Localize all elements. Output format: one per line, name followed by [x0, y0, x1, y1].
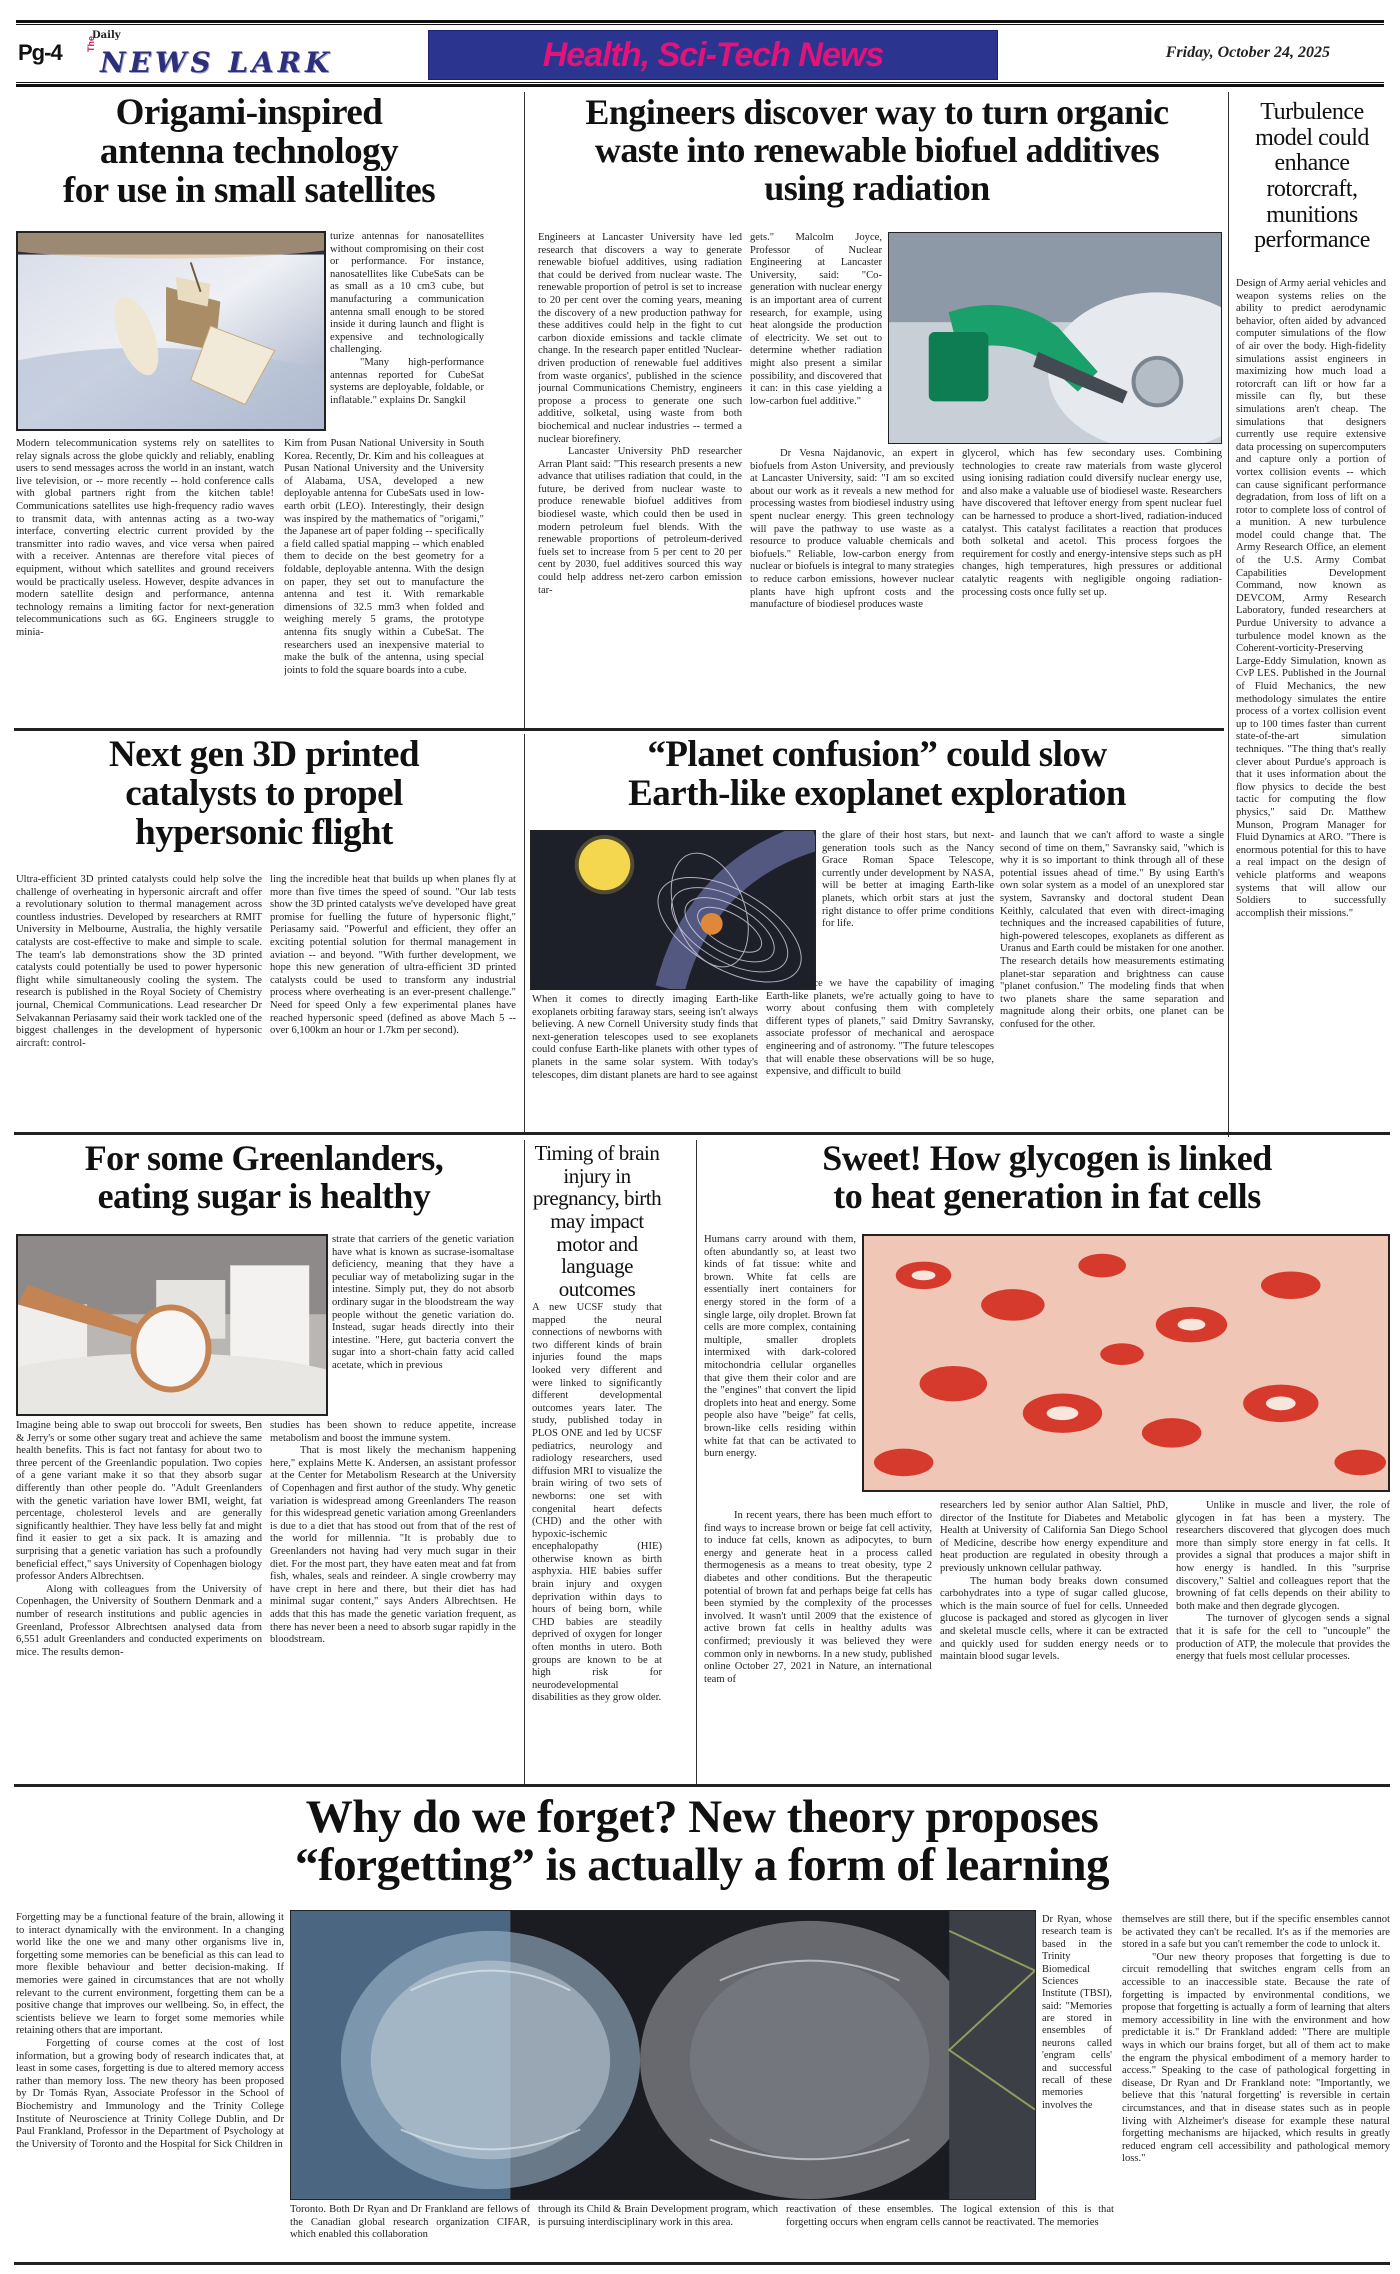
article-body-col: Imagine being able to swap out broccoli for sweets, Ben & Jerry's or some other sugary treat and achieve the same health benefits. This is fact not fantasy for about two to three percent of the Greenlandic population. Two copies of a gene variant make it so that they absorb sugar differently than other people do. "Adult Greenlanders with the genetic variation have lower BMI, weight, fat percentage, cholesterol levels and are generally significantly healthier. They have less belly fat and might find it easier to get a six pack. It is amazing and surprising that a genetic variation has such a profoundly beneficial effect," says University of Copenhagen biology professor Anders Albrechtsen. Along with colleagues from the University of Copenhagen, the University of Southern Denmark and a number of research institutions and public agencies in Greenland, Professor Albrechtsen analysed data from 6,551 adult Greenlanders and conducted experiments on mice. The results demon-: [16, 1420, 262, 1658]
article-body-col: When it comes to directly imaging Earth-like exoplanets orbiting faraway stars, seeing isn't always believing. A new Cornell University study finds that next-generation telescopes used to see exoplanets could confuse Earth-like planets with other types of planets in the same solar system. With today's telescopes, dim distant planets are hard to see against: [532, 994, 758, 1081]
article-body-col: glycerol, which has few secondary uses. Combining technologies to create raw materials from waste glycerol using ionising radiation could diversify nuclear energy use, and also make a valuable use of biodiesel waste. Researchers have discovered that leftover energy from spent nuclear fuel can be harnessed to produce a short-lived, radiation-induced catalyst. This catalyst facilitates a reaction that produces both solketal and acetol. This process forgoes the requirement for costly and energy-intensive steps such as pH changes, high temperatures, high pressures or additional catalytic reagents with negligible ongoing radiation-processing costs once fully set up.: [962, 448, 1222, 598]
fat-cells-microscopy: [862, 1234, 1390, 1492]
article-body-col: through its Child & Brain Development program, which is pursuing interdisciplinary work in this area.: [538, 2204, 778, 2228]
column-divider: [524, 92, 525, 730]
article-body-col: the glare of their host stars, but next-generation tools such as the Nancy Grace Roman Space Telescope, currently under development by NASA, will be better at imaging Earth-like planets, which orbit stars at just the right distance to offer prime conditions for life.: [822, 830, 994, 930]
article-body-col: studies has been shown to reduce appetite, increase metabolism and boost the immune system. That is most likely the mechanism happening here," explains Mette K. Andersen, an assistant professor at the Center for Metabolism Research at the University of Copenhagen and first author of the study. Why genetic variation is widespread among Greenlanders The reason for this widespread genetic variation among Greenlanders is due to a diet that has stood out from that of the rest of the world for millennia. "It is probably due to Greenlanders not having had very much sugar in their diet. For the most part, they have eaten meat and fat from fish, whales, seals and reindeer. A single crowberry may have crept in here and there, but their diet has had minimal sugar content," says Anders Albrechtsen. He adds that this has made the genetic variation frequent, as there has never been a need to absorb sugar rapidly in the bloodstream.: [270, 1420, 516, 1646]
article-body-col: and launch that we can't afford to waste a single second of time on them," Savransky said, "which is why it is so important to think through all of these potential issues ahead of time." By using Earth's own solar system as a model of an unexplored star system, Savransky and doctoral student Dean Keithly, calculated that even with direct-imaging techniques and the increased capabilities of future, high-powered telescopes, exoplanets as different as Uranus and Earth could be mistaken for one another. The research details how measurements estimating planet-star separation and brightness can cause "planet confusion." The modeling finds that when two planets share the same separation and magnitude along their orbits, one planet can be confused for the other.: [1000, 830, 1224, 1030]
headline: Turbulence model could enhance rotorcraft, munitions performance: [1254, 99, 1370, 254]
column-divider: [696, 1140, 697, 1786]
article-body-col: Design of Army aerial vehicles and weapon systems relies on the ability to predict aerodynamic behavior, often aided by advanced computer simulations of the flow of air over the body. High-fidelity simulations assist engineers in maximizing how much load a rotorcraft can lift or how far a missile can fly, but these simulations aren't cheap. The simulations that designers currently use require extensive data processing on supercomputers and capture only a portion of vortex collision events -- which can cause significant performance degradation, from loss of lift on a rotor to complete loss of control of a munition. A new turbulence model could change that. The Army Research Office, an element of the U.S. Army Combat Capabilities Development Command, now known as DEVCOM, Army Research Laboratory, funded researchers at Purdue University to advance a turbulence model known as the Coherent-vorticity-Preserving Large-Eddy Simulation, known as CvP LES. Published in the Journal of Fluid Mechanics, the new methodology simulates the entire process of a vortex collision event up to 100 times faster than current state-of-the-art simulation techniques. "The thing that's really clever about Purdue's approach is that it uses information about the flow physics to decide the best tactic for computing the flow physics," said Dr. Matthew Munson, Program Manager for Fluid Dynamics at ARO. "There is enormous potential for this to have a real impact on the design of vehicle platforms and weapons systems that will allow our Soldiers to successfully accomplish their missions.": [1236, 278, 1386, 919]
article-body-col: gets." Malcolm Joyce, Professor of Nuclear Engineering at Lancaster University, said: "Co-generation with nuclear energy is an important area of current research, for example, using heat alongside the production of electricity. We set out to determine whether radiation might also present a similar possibility, and discovered that it can: in this case yielding a low-carbon fuel additive.": [750, 232, 882, 407]
sugar-cubes-photo: [16, 1234, 328, 1416]
article-body-col: Humans carry around with them, often abundantly so, at least two kinds of fat tissue: white and brown. White fat cells are essentially inert containers for energy stored in the form of a single large, oily droplet. Brown fat cells are more complex, containing multiple, smaller droplets intermixed with dark-colored mitochondria cellular organelles that give them their color and are the "engines" that convert the lipid droplets into heat and energy. Some people also have "beige" fat cells, brown-like cells residing within white fat that can be activated to burn energy.: [704, 1234, 856, 1460]
article-body-col: "Once we have the capability of imaging Earth-like planets, we're actually going to have to worry about confusing them with completely different types of planets," said Dmitry Savransky, associate professor of mechanical and aerospace engineering and of astronomy. "The future telescopes that will enable these observations will be so huge, expensive, and difficult to build: [766, 978, 994, 1078]
fuel-nozzle-photo: [888, 232, 1222, 444]
page-bottom-rule: [14, 2262, 1390, 2266]
article-body-col: A new UCSF study that mapped the neural connections of newborns with two different kinds of brain injuries found the maps looked very different and were linked to significantly different developmental outcomes years later. The study, published today in PLOS ONE and led by UCSF pediatrics, neurology and radiology researchers, used diffusion MRI to visualize the brain wiring of two sets of newborns: one set with congenital heart defects (CHD) and the other with hypoxic-ischemic encephalopathy (HIE) otherwise known as birth asphyxia. HIE babies suffer brain injury and oxygen deprivation within days to hours of being born, while CHD babies are steadily deprived of oxygen for longer often months in utero. Both groups are known to be at high risk for neurodevelopmental disabilities as they grow older.: [532, 1302, 662, 1704]
article-glycogen-fat-cells: [702, 1138, 1392, 1786]
article-turbulence: [1234, 100, 1390, 1140]
masthead: [0, 0, 1400, 88]
logo-name: NEWS LARK: [100, 46, 334, 79]
article-body-col: themselves are still there, but if the specific ensembles cannot be activated they can't be recalled. It's as if the memories are stored in a safe but you can't remember the code to unlock it. "Our new theory proposes that forgetting is due to circuit remodelling that switches engram cells from an accessible to an inaccessible state. Because the rate of forgetting is impacted by environmental conditions, we propose that forgetting is actually a form of learning that alters memory accessibility in line with the environment and how predictable it is." Dr Frankland added: "There are multiple ways in which our brains forget, but all of them act to make the engram the physical embodiment of a memory harder to access." Speaking to the case of pathological forgetting in disease, Dr Ryan and Dr Frankland note: "Importantly, we believe that this 'natural forgetting' is reversible in certain circumstances, and that in disease states such as in people living with Alzheimer's disease for example these natural forgetting mechanisms are hijacked, which results in greatly reduced engram cell accessibility and pathological memory loss.": [1122, 1914, 1390, 2165]
article-body-col: Toronto. Both Dr Ryan and Dr Frankland are fellows of the Canadian global research organization CIFAR, which enabled this collaboration: [290, 2204, 530, 2241]
article-3d-catalysts: [14, 734, 514, 1134]
issue-date: Friday, October 24, 2025: [1165, 44, 1330, 61]
headline: Sweet! How glycogen is linked to heat generation in fat cells: [822, 1138, 1272, 1216]
article-body-col: Dr Vesna Najdanovic, an expert in biofuels from Aston University, and previously at Lancaster University, said: "I am so excited about our work as it reveals a new method for processing wastes from biodiesel industry using spent nuclear energy. This green technology will pave the pathway to use waste as a resource to produce valuable chemicals and biofuels." Reliable, low-carbon energy from nuclear or biofuels is integral to many strategies to reduce carbon emissions, however nuclear plants have high upfront costs and the manufacture of biodiesel produces waste: [750, 448, 954, 611]
exoplanet-illustration: [530, 830, 816, 990]
headline: Next gen 3D printed catalysts to propel hypersonic flight: [108, 734, 420, 853]
logo-daily: Daily: [92, 30, 121, 41]
article-body-col: Forgetting may be a functional feature of the brain, allowing it to interact dynamically with the environment. In a changing world like the one we and many other organisms live in, forgetting some memories can be beneficial as this can lead to more flexible behaviour and better decision-making. If memories were gained in circumstances that are not wholly relevant to the current environment, forgetting them can be a positive change that improves our wellbeing. So, in effect, the scientists believe we learn to forget some memories while retaining others that are important. Forgetting of course comes at the cost of lost information, but a growing body of research indicates that, at least in some cases, forgetting is due to altered memory access rather than memory loss. The new theory has been proposed by Dr Tomás Ryan, Associate Professor in the School of Biochemistry and Immunology and the Trinity College Institute of Neuroscience at Trinity College Dublin, and Dr Paul Frankland, Professor in the Department of Psychology at the University of Toronto and the Hospital for Sick Children in: [16, 1912, 284, 2150]
column-divider: [1228, 92, 1229, 1137]
brain-mri-scan: [290, 1910, 1036, 2200]
article-origami-antenna: [14, 92, 484, 732]
masthead-bottom-rule: [16, 82, 1384, 87]
article-planet-confusion: [530, 734, 1224, 1134]
article-body-col: turize antennas for nanosatellites without compromising on their cost or performance. For instance, nanosatellites like CubeSats can be as small as a 10 cm3 cube, but manufacturing a communication antenna small enough to be stored inside it during launch and flight is expensive and technologically challenging. "Many high-performance antennas reported for CubeSat systems are deployable, foldable, or inflatable." explains Dr. Sangkil: [330, 231, 484, 406]
masthead-top-rule: [16, 20, 1384, 25]
column-divider: [524, 734, 525, 1134]
headline: “Planet confusion” could slow Earth-like exoplanet exploration: [628, 734, 1126, 814]
section-divider: [14, 1784, 1390, 1788]
section-banner: [428, 30, 998, 80]
headline: Timing of brain injury in pregnancy, birth may impact motor and language outcomes: [532, 1141, 662, 1302]
headline: Origami-inspired antenna technology for use in small satellites: [62, 92, 436, 211]
satellite-photo: [16, 231, 326, 431]
page-number: Pg-4: [18, 40, 62, 65]
article-biofuel: [532, 92, 1222, 732]
article-body-col: ling the incredible heat that builds up when planes fly at more than five times the speed of sound. "Our lab tests show the 3D printed catalysts we've developed have great promise for fuelling the future of hypersonic flight," Periasamy said. "Powerful and efficient, they offer an exciting potential solution for thermal management in aviation -- and beyond. "With further development, we hope this new generation of ultra-efficient 3D printed catalysts could be used to transform any industrial process where overheating is an ever-present challenge." Need for speed Only a few experimental planes have reached hypersonic speed (defined as above Mach 5 -- over 6,100km an hour or 1.7km per second).: [270, 874, 516, 1037]
headline: For some Greenlanders, eating sugar is healthy: [84, 1138, 444, 1216]
article-body-col: researchers led by senior author Alan Saltiel, PhD, director of the Institute for Diabetes and Metabolic Health at University of California San Diego School of Medicine, describe how energy expenditure and heat production are regulated in obesity through a previously unknown cellular pathway. The human body breaks down consumed carbohydrates into a type of sugar called glucose, which is the main source of fuel for cells. Unneeded glucose is packaged and stored as glycogen in liver and skeletal muscle cells, where it can be extracted and quickly used for sudden energy needs or to maintain blood sugar levels.: [940, 1500, 1168, 1663]
newspaper-logo[interactable]: [88, 30, 358, 78]
article-body-col: Ultra-efficient 3D printed catalysts could help solve the challenge of overheating in hypersonic aircraft and offer a revolutionary solution to thermal management across countless industries. Developed by researchers at RMIT University in Melbourne, Australia, the highly versatile catalysts are cost-effective to make and simple to scale. The team's lab demonstrations show the 3D printed catalysts could potentially be used to power hypersonic flight while simultaneously cooling the system. The research is published in the Royal Society of Chemistry journal, Chemical Communications. Lead researcher Dr Selvakannan Periasamy said their work tackled one of the biggest challenges in the development of hypersonic aircraft: control-: [16, 874, 262, 1049]
article-greenlanders-sugar: [14, 1138, 514, 1786]
logo-the: The: [86, 35, 96, 52]
section-title: Health, Sci-Tech News: [542, 35, 884, 74]
section-divider: [14, 728, 1224, 732]
headline: Engineers discover way to turn organic waste into renewable biofuel additives using radiation: [585, 92, 1169, 208]
article-body-col: Modern telecommunication systems rely on satellites to relay signals across the globe quickly and reliably, enabling users to send messages across the world in an instant, watch live television, or -- more recently -- hold conference calls with global partners right from the kitchen table! Communications satellites use high-frequency radio waves to transmit data, with antennas acting as a two-way interface, converting electric current provided by the transmitter into radio waves, and vice versa when paired with a receiver. Antennas are therefore vital pieces of equipment, without which satellites and ground receivers would be practically useless. However, despite advances in modern satellite design and performance, antenna technology remains a limiting factor for next-generation telecommunications such as 6G. Engineers struggle to minia-: [16, 438, 274, 638]
section-divider: [14, 1132, 1390, 1136]
article-body-col: Engineers at Lancaster University have led research that discovers a way to generate renewable biofuel additives, using radiation that could be derived from nuclear waste. The renewable proportion of petrol is set to increase to 20 per cent over the coming years, meaning the discovery of a new production pathway for these additives could help in the fight to cut carbon dioxide emissions and tackle climate change. In the research paper entitled 'Nuclear-driven production of renewable fuel additives from waste organics', published in the science journal Communications Chemistry, engineers propose a process to generate one such additive, solketal, using waste from both biochemical and nuclear industries -- termed a nuclear biorefinery. Lancaster University PhD researcher Arran Plant said: "This research presents a new advance that utilises radiation that could, in the future, be derived from nuclear waste to produce renewable biofuel additives from biodiesel waste, which could then be used in modern petroleum fuel blends. With the renewable proportions of petroleum-derived fuels set to increase from 5 per cent to 20 per cent by 2030, fuel additives sourced this way could help address net-zero carbon emission tar-: [538, 232, 742, 596]
article-brain-injury-timing: [530, 1142, 664, 1786]
column-divider: [524, 1140, 525, 1786]
article-body-col: In recent years, there has been much effort to find ways to increase brown or beige fat cell activity, to induce fat cells, known as adipocytes, to burn energy and generate heat in a process called thermogenesis as a means to treat obesity, type 2 diabetes and other conditions. But the therapeutic potential of brown fat and perhaps beige fat cells has been stymied by the complexity of the processes involved. It wasn't until 2009 that the existence of active brown fat cells in healthy adults was confirmed; previously it was believed they were common only in newborns. In a new study, published online October 27, 2021 in Nature, an international team of: [704, 1510, 932, 1685]
article-body-col: Dr Ryan, whose research team is based in the Trinity Biomedical Sciences Institute (TBSI), said: "Memories are stored in ensembles of neurons called 'engram cells' and successful recall of these memories involves the: [1042, 1914, 1112, 2111]
headline: Why do we forget? New theory proposes “forgetting” is actually a form of learning: [295, 1791, 1109, 1891]
article-body-col: strate that carriers of the genetic variation have what is known as sucrase-isomaltase deficiency, meaning that they have a peculiar way of metabolizing sugar in the intestine. Simply put, they do not absorb ordinary sugar in the bloodstream the way people without the genetic variation do. Instead, sugar heads directly into their intestine. "Here, gut bacteria convert the sugar into a short-chain fatty acid called acetate, which in previous: [332, 1234, 514, 1371]
article-body-col: Kim from Pusan National University in South Korea. Recently, Dr. Kim and his colleagues at Pusan National University and the University of Alabama, USA, developed a new deployable antenna for CubeSats used in low-earth orbit (LEO). Interestingly, their design was inspired by the mathematics of "origami," the Japanese art of paper folding -- specifically a field called spatial mapping -- which enabled them to decide on the best geometry for a foldable, deployable antenna. With the design on paper, they set out to manufacture the antenna and test it. With remarkable dimensions of 32.5 mm3 when folded and weighing merely 5 grams, the prototype antenna fits snugly within a CubeSat. The researchers used an inexpensive material to make the bulk of the antenna, using special joints to fold the square boards into a cube.: [284, 438, 484, 676]
article-body-col: reactivation of these ensembles. The logical extension of this is that forgetting occurs when engram cells cannot be reactivated. The memories: [786, 2204, 1114, 2228]
article-forgetting-learning: [14, 1790, 1390, 2274]
article-body-col: Unlike in muscle and liver, the role of glycogen in fat has been a mystery. The researchers discovered that glycogen does much more than simply store energy in fat cells. It provides a signal that produces a major shift in how energy is handled. In this "surprise discovery," Saltiel and colleagues report that the browning of fat cells depends on their ability to both make and then degrade glycogen. The turnover of glycogen sends a signal that it is safe for the cell to "uncouple" the production of ATP, the molecule that provides the energy that fuels most cellular processes.: [1176, 1500, 1390, 1663]
